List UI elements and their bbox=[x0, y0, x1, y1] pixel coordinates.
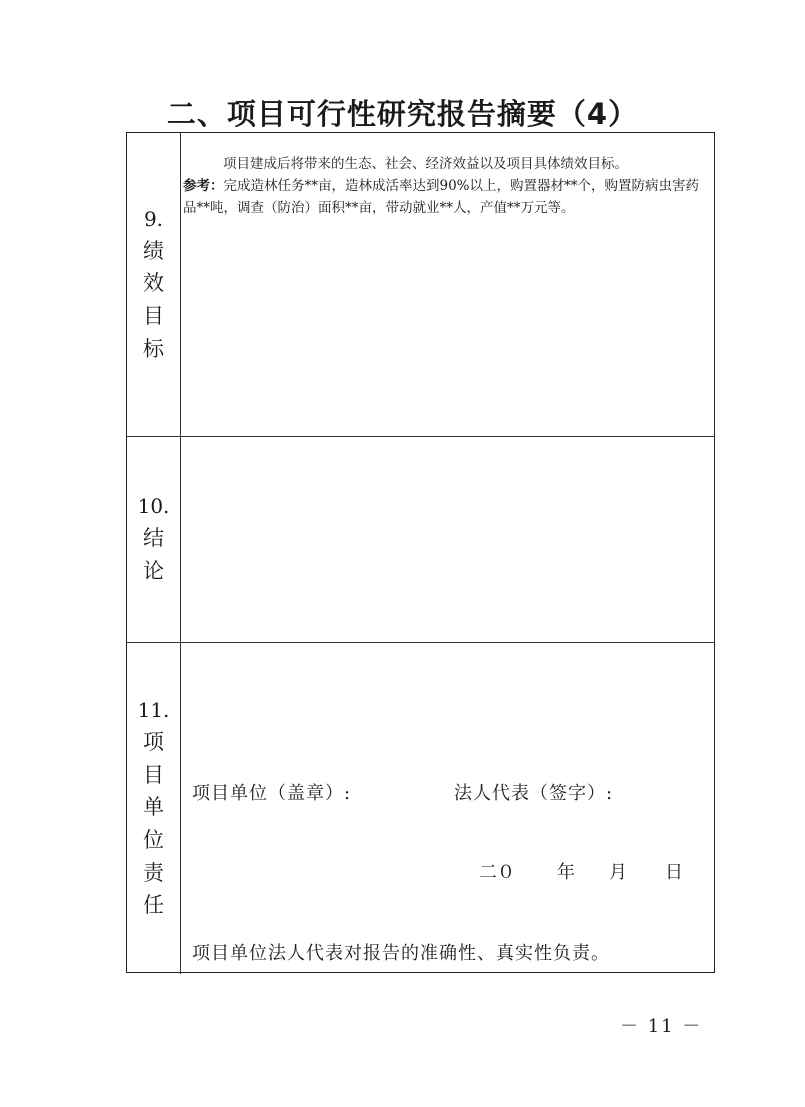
table-row-unit-responsibility bbox=[127, 642, 714, 974]
legal-rep-signature-field[interactable]: 法人代表（签字）: bbox=[454, 783, 614, 804]
row-number: 11. bbox=[137, 698, 170, 723]
row-label-char: 责 bbox=[143, 860, 164, 885]
row-label-char: 标 bbox=[143, 336, 164, 361]
performance-goals-instruction: 项目建成后将带来的生态、社会、经济效益以及项目具体绩效目标。 bbox=[223, 156, 628, 172]
unit-seal-field[interactable]: 项目单位（盖章）: bbox=[192, 783, 352, 804]
date-month-label: 月 bbox=[609, 862, 627, 883]
row-label-char: 结 bbox=[143, 526, 164, 551]
summary-table bbox=[126, 132, 715, 973]
conclusion-content[interactable] bbox=[183, 437, 708, 642]
row-number: 9. bbox=[143, 206, 164, 231]
reference-label: 参考： bbox=[183, 178, 224, 194]
row-label-conclusion bbox=[127, 437, 180, 642]
row-number: 10. bbox=[137, 494, 170, 519]
row-label-char: 任 bbox=[143, 893, 164, 918]
unit-responsibility-content bbox=[183, 643, 708, 974]
table-row-conclusion bbox=[127, 436, 714, 642]
row-label-char: 绩 bbox=[143, 238, 164, 263]
date-year-label: 年 bbox=[557, 862, 575, 883]
row-label-char: 论 bbox=[143, 559, 164, 583]
reference-text: 完成造林任务**亩，造林成活率达到90%以上，购置器材**个，购置防病虫害药品**吨，调查（防治）面积**亩，带动就业**人，产值**万元等。 bbox=[183, 178, 700, 216]
page-number: － 11 － bbox=[620, 1016, 703, 1037]
date-day-label: 日 bbox=[665, 862, 683, 883]
row-label-char: 位 bbox=[143, 828, 164, 852]
row-label-unit-responsibility bbox=[127, 643, 180, 974]
row-label-char: 项 bbox=[143, 730, 164, 755]
row-label-char: 目 bbox=[143, 304, 164, 328]
table-row-performance-goals bbox=[127, 133, 714, 436]
date-year-prefix: 二０ bbox=[479, 862, 515, 883]
responsibility-statement: 项目单位法人代表对报告的准确性、真实性负责。 bbox=[192, 943, 610, 964]
row-label-char: 单 bbox=[143, 795, 164, 820]
row-label-char: 效 bbox=[143, 271, 164, 296]
performance-goals-content[interactable] bbox=[183, 133, 708, 436]
performance-goals-reference bbox=[183, 175, 708, 219]
page-title: 二、项目可行性研究报告摘要（4） bbox=[166, 97, 639, 131]
row-label-performance-goals bbox=[127, 133, 180, 436]
row-label-char: 目 bbox=[143, 762, 164, 787]
